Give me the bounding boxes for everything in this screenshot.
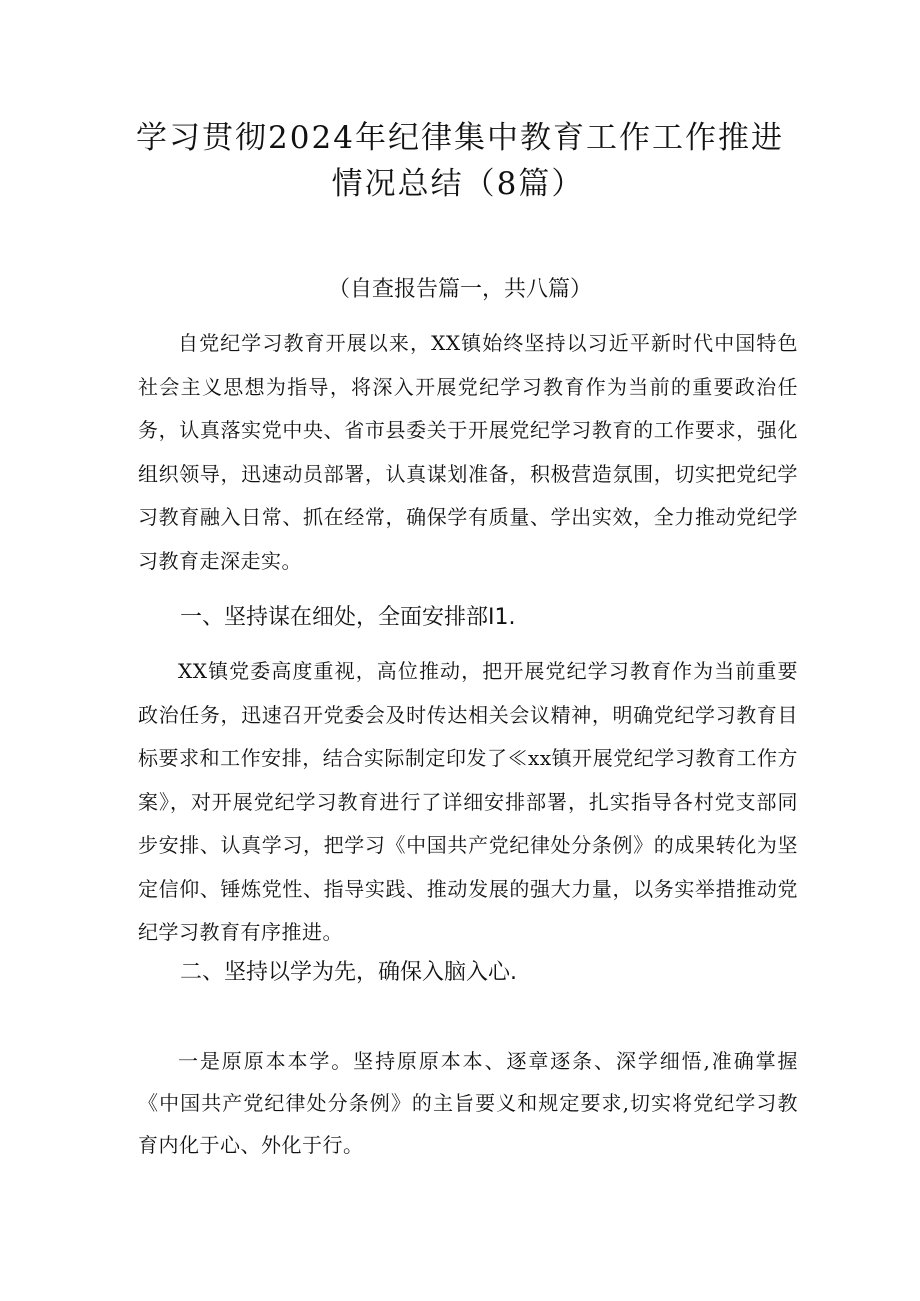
document-title-line-2: 情况总结（8篇） — [331, 166, 585, 202]
paragraph-section-1: XX镇党委高度重视，高位推动，把开展党纪学习教育作为当前重要政治任务，迅速召开党委会及时传达相关会议精神，明确党纪学习教育目标要求和工作安排，结合实际制定印发了≪xx镇开展党纪学习教育工作方案》，对开展党纪学习教育进行了详细安排部署，扎实指导各村党支部同步安排、认真学习，把学习《中国共产党纪律处分条例》的成果转化为坚定信仰、锤炼党性、指导实践、推动发展的强大力量，以务实举措推动党纪学习教育有序推进。 — [138, 659, 798, 944]
paragraph-intro: 自党纪学习教育开展以来，XX镇始终坚持以习近平新时代中国特色社会主义思想为指导，将深入开展党纪学习教育作为当前的重要政治任务，认真落实党中央、省市县委关于开展党纪学习教育的工作要求，强化组织领导，迅速动员部署，认真谋划准备，积极营造氛围，切实把党纪学习教育融入日常、抓在经常，确保学有质量、学出实效，全力推动党纪学习教育走深走实。 — [138, 331, 798, 573]
section-heading-1: 一、坚持谋在细处，全面安排部I1. — [180, 605, 516, 630]
paragraph-section-2: 一是原原本本学。坚持原原本本、逐章逐条、深学细悟,准确掌握《中国共产党纪律处分条例》的主旨要义和规定要求,切实将党纪学习教育内化于心、外化于行。 — [138, 1049, 798, 1157]
document-title-line-1: 学习贯彻2024年纪律集中教育工作工作推进 — [136, 120, 784, 156]
document-subtitle: （自查报告篇一，共八篇） — [327, 277, 592, 302]
section-heading-2: 二、坚持以学为先，确保入脑入心. — [180, 960, 517, 985]
